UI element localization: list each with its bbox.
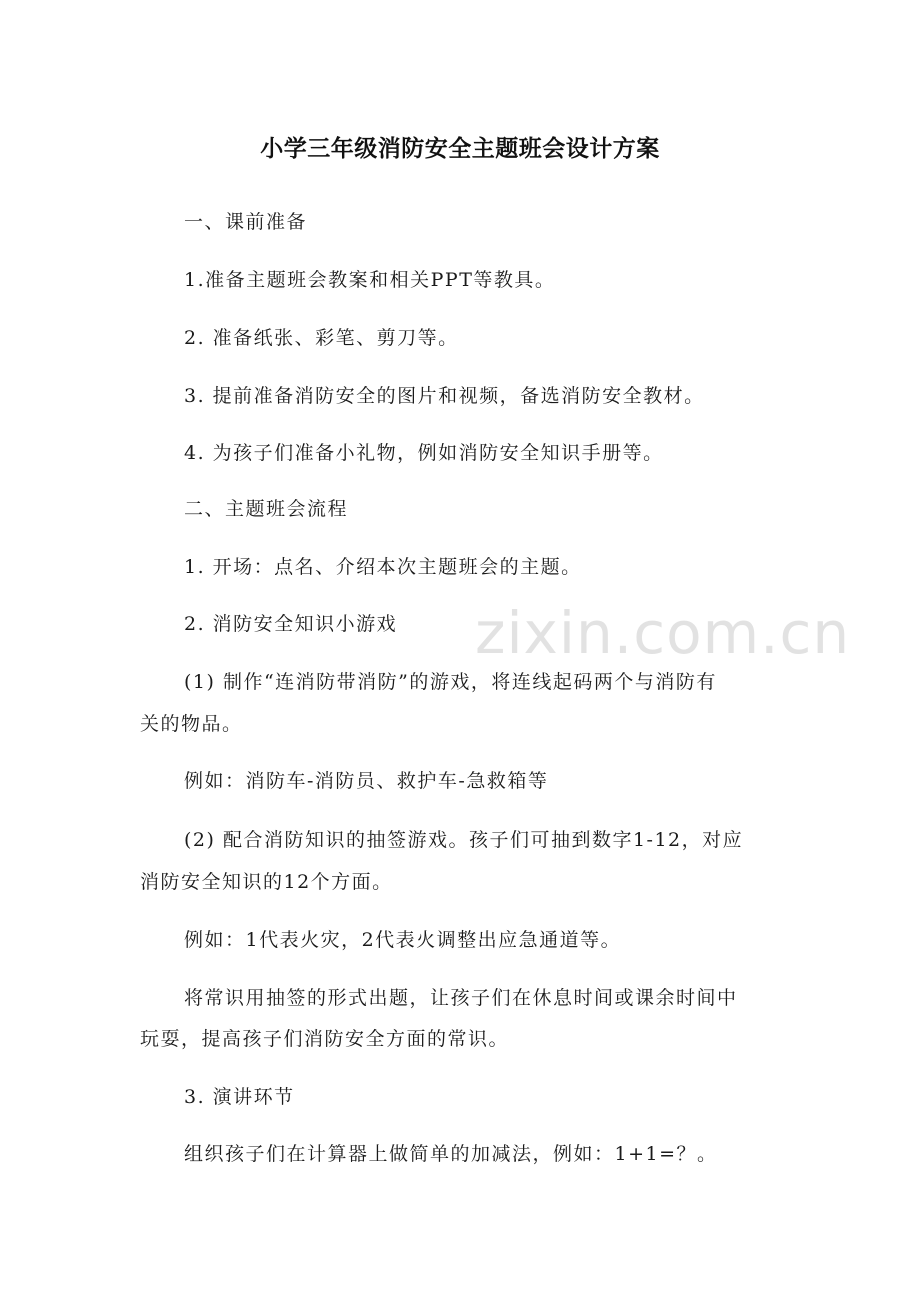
paragraph-line: 2. 消防安全知识小游戏 [184, 613, 398, 635]
paragraph-line: 1.准备主题班会教案和相关PPT等教具。 [184, 269, 556, 291]
paragraph-line: 消防安全知识的12个方面。 [140, 871, 393, 893]
paragraph-line: 将常识用抽签的形式出题，让孩子们在休息时间或课余时间中 [184, 987, 738, 1009]
paragraph-line: (2) 配合消防知识的抽签游戏。孩子们可抽到数字1-12，对应 [184, 829, 744, 851]
paragraph-line: 2. 准备纸张、彩笔、剪刀等。 [184, 327, 459, 349]
section-heading-preparation: 一、课前准备 [184, 211, 308, 233]
paragraph-line: 1. 开场：点名、介绍本次主题班会的主题。 [184, 556, 582, 578]
paragraph-line: 例如：1代表火灾，2代表火调整出应急通道等。 [184, 929, 622, 951]
paragraph-line: 关的物品。 [140, 713, 243, 735]
paragraph-line: 3. 提前准备消防安全的图片和视频，备选消防安全教材。 [184, 385, 705, 407]
paragraph-line: 例如：消防车-消防员、救护车-急救箱等 [184, 770, 549, 792]
paragraph-line: (1) 制作“连消防带消防”的游戏，将连线起码两个与消防有 [184, 671, 717, 693]
paragraph-line: 4. 为孩子们准备小礼物，例如消防安全知识手册等。 [184, 442, 664, 464]
section-heading-process: 二、主题班会流程 [184, 498, 349, 520]
paragraph-line: 3. 演讲环节 [184, 1086, 295, 1108]
paragraph-line: 玩耍，提高孩子们消防安全方面的常识。 [140, 1028, 510, 1050]
watermark-text: zixin.com.cn [475, 599, 851, 667]
document-title: 小学三年级消防安全主题班会设计方案 [260, 136, 660, 162]
paragraph-line: 组织孩子们在计算器上做简单的加减法，例如：1+1=？。 [184, 1143, 718, 1165]
